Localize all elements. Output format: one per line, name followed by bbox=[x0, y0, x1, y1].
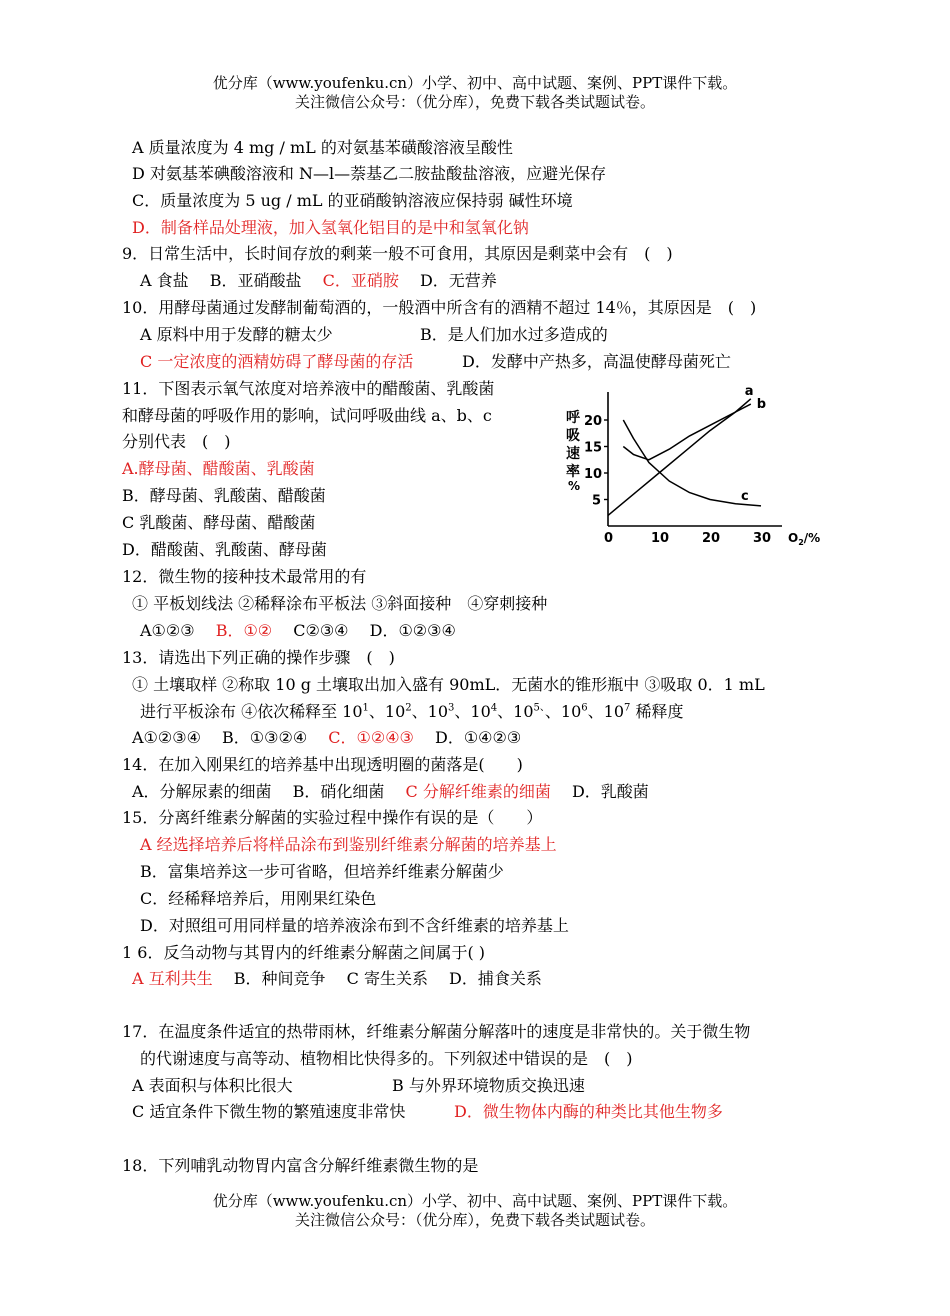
q14-option-d: D．乳酸菌 bbox=[571, 782, 649, 801]
footer-line-1: 优分库（www.youfenku.cn）小学、初中、高中试题、案例、PPT课件下载。 bbox=[212, 1192, 738, 1210]
chart-curve-label-a: a bbox=[744, 383, 754, 399]
q12-option-b: B．①② bbox=[215, 621, 273, 640]
header-line-1: 优分库（www.youfenku.cn）小学、初中、高中试题、案例、PPT课件下载。 bbox=[212, 74, 738, 92]
q17-stem-1: 17．在温度条件适宜的热带雨林，纤维素分解菌分解落叶的速度是非常快的。关于微生物 bbox=[122, 1022, 751, 1041]
q13-stem: 13．请选出下列正确的操作步骤 ( ) bbox=[122, 648, 395, 667]
q10-option-b: B．是人们加水过多造成的 bbox=[420, 325, 608, 344]
chart-curve-label-c: c bbox=[741, 488, 749, 504]
chart-ylabel-4: 率 bbox=[566, 464, 580, 480]
chart-ylabel-5: % bbox=[568, 479, 581, 493]
q16-option-c: C 寄生关系 bbox=[346, 969, 428, 988]
chart-ylabel-1: 呼 bbox=[566, 410, 580, 426]
q13-options bbox=[132, 728, 521, 748]
q11-option-a: A.酵母菌、醋酸菌、乳酸菌 bbox=[122, 459, 315, 478]
q11-option-b: B．酵母菌、乳酸菌、醋酸菌 bbox=[122, 486, 326, 505]
q11-stem-1: 11．下图表示氧气浓度对培养液中的醋酸菌、乳酸菌 bbox=[122, 379, 495, 398]
chart-ylabel-3: 速 bbox=[566, 446, 580, 462]
q9-option-c: C．亚硝胺 bbox=[322, 271, 399, 290]
q15-option-c: C．经稀释培养后，用刚果红染色 bbox=[140, 889, 377, 908]
chart-curve-a bbox=[608, 399, 751, 516]
respiration-chart bbox=[560, 382, 830, 552]
chart-x-tick-label: 0 bbox=[604, 531, 614, 546]
footer-line-2: 关注微信公众号：（优分库），免费下载各类试题试卷。 bbox=[294, 1211, 655, 1229]
q8-option-d: D．制备样品处理液，加入氢氧化铝目的是中和氢氧化钠 bbox=[132, 218, 529, 237]
q10-stem: 10．用酵母菌通过发酵制葡萄酒的，一般酒中所含有的酒精不超过 14％，其原因是 ( ) bbox=[122, 298, 757, 317]
q17-stem-2: 的代谢速度与高等动、植物相比快得多的。下列叙述中错误的是 ( ) bbox=[140, 1049, 633, 1068]
q15-option-d: D．对照组可用同样量的培养液涂布到不含纤维素的培养基上 bbox=[140, 916, 569, 935]
q17-option-c: C 适宜条件下微生物的繁殖速度非常快 bbox=[132, 1102, 406, 1121]
q9-option-b: B．亚硝酸盐 bbox=[209, 271, 302, 290]
q12-options bbox=[140, 621, 456, 641]
q13-option-d: D．①④②③ bbox=[434, 728, 522, 747]
q16-option-a: A 互利共生 bbox=[132, 969, 213, 988]
q12-items: ① 平板划线法 ②稀释涂布平板法 ③斜面接种 ④穿刺接种 bbox=[132, 594, 548, 613]
q10-option-d: D．发酵中产热多，高温使酵母菌死亡 bbox=[462, 352, 731, 371]
chart-x-tick-label: 30 bbox=[753, 531, 772, 546]
q14-option-c: C 分解纤维素的细菌 bbox=[405, 782, 551, 801]
chart-y-tick-label: 10 bbox=[584, 467, 603, 482]
header-line-2: 关注微信公众号：（优分库），免费下载各类试题试卷。 bbox=[294, 93, 655, 111]
q8-option-c: C．质量浓度为 5 ug / mL 的亚硝酸钠溶液应保持弱 碱性环境 bbox=[132, 191, 573, 210]
q18-stem: 18．下列哺乳动物胃内富含分解纤维素微生物的是 bbox=[122, 1156, 479, 1175]
chart-y-tick-label: 15 bbox=[584, 440, 603, 456]
q14-option-b: B．硝化细菌 bbox=[292, 782, 385, 801]
q12-stem: 12．微生物的接种技术最常用的有 bbox=[122, 567, 367, 586]
q11-stem-2: 和酵母菌的呼吸作用的影响，试问呼吸曲线 a、b、c bbox=[122, 406, 492, 425]
q12-option-a: A①②③ bbox=[140, 621, 195, 640]
q15-stem: 15．分离纤维素分解菌的实验过程中操作有误的是（ ） bbox=[122, 808, 543, 827]
q12-option-d: D．①②③④ bbox=[369, 621, 456, 640]
q17-option-d: D．微生物体内酶的种类比其他生物多 bbox=[454, 1102, 723, 1121]
q16-option-d: D．捕食关系 bbox=[449, 969, 542, 988]
chart-y-tick-label: 5 bbox=[592, 493, 602, 509]
q9-stem: 9．日常生活中，长时间存放的剩莱一般不可食用，其原因是剩菜中会有 ( ) bbox=[122, 244, 673, 263]
q13-option-c: C．①②④③ bbox=[328, 728, 414, 747]
q9-option-a: A 食盐 bbox=[140, 271, 189, 290]
q11-option-c: C 乳酸菌、酵母菌、醋酸菌 bbox=[122, 513, 316, 532]
q10-option-a: A 原料中用于发酵的糖太少 bbox=[140, 325, 333, 344]
q14-options bbox=[132, 782, 649, 802]
q11-option-d: D．醋酸菌、乳酸菌、酵母菌 bbox=[122, 540, 327, 559]
chart-xlabel: $O_2/\%$ bbox=[788, 531, 821, 547]
chart-x-tick-label: 20 bbox=[702, 531, 721, 546]
q13-step-1: ① 土壤取样 ②称取 10 g 土壤取出加入盛有 90mL．无菌水的锥形瓶中 ③吸取 0．1 mL bbox=[132, 675, 765, 694]
chart-curve-label-b: b bbox=[756, 397, 767, 413]
q9-options bbox=[140, 271, 497, 291]
q13-option-b: B．①③②④ bbox=[222, 728, 308, 747]
q17-option-a: A 表面积与体积比很大 bbox=[132, 1076, 293, 1095]
q16-options bbox=[132, 969, 542, 989]
q13-step-2: 进行平板涂布 ④依次稀释至 $10^1$、$10^2$、$10^3$、$10^4$、$10^{5、}$、$10^6$、$10^7$ 稀释度 bbox=[140, 702, 684, 721]
q16-option-b: B．种间竞争 bbox=[233, 969, 326, 988]
q15-option-a: A 经选择培养后将样品涂布到鉴别纤维素分解菌的培养基上 bbox=[140, 835, 557, 854]
chart-ylabel-2: 吸 bbox=[566, 428, 580, 444]
q11-stem-3: 分别代表 ( ) bbox=[122, 432, 231, 451]
q12-option-c: C②③④ bbox=[293, 621, 349, 640]
q14-option-a: A．分解尿素的细菌 bbox=[132, 782, 272, 801]
q13-option-a: A①②③④ bbox=[132, 728, 201, 747]
q8-option-d-alt: D 对氨基苯碘酸溶液和 N—l—萘基乙二胺盐酸盐溶液，应避光保存 bbox=[132, 164, 607, 183]
q15-option-b: B．富集培养这一步可省略，但培养纤维素分解菌少 bbox=[140, 862, 504, 881]
q14-stem: 14．在加入刚果红的培养基中出现透明圈的菌落是( ) bbox=[122, 755, 523, 774]
q16-stem: 1 6．反刍动物与其胃内的纤维素分解菌之间属于( ) bbox=[122, 943, 486, 962]
chart-x-tick-label: 10 bbox=[651, 531, 670, 546]
chart-y-tick-label: 20 bbox=[584, 414, 603, 429]
q8-option-a: A 质量浓度为 4 mg / mL 的对氨基苯磺酸溶液呈酸性 bbox=[132, 138, 513, 157]
q17-option-b: B 与外界环境物质交换迅速 bbox=[392, 1076, 585, 1095]
q10-option-c: C 一定浓度的酒精妨碍了酵母菌的存活 bbox=[140, 352, 414, 371]
q9-option-d: D．无营养 bbox=[419, 271, 497, 290]
